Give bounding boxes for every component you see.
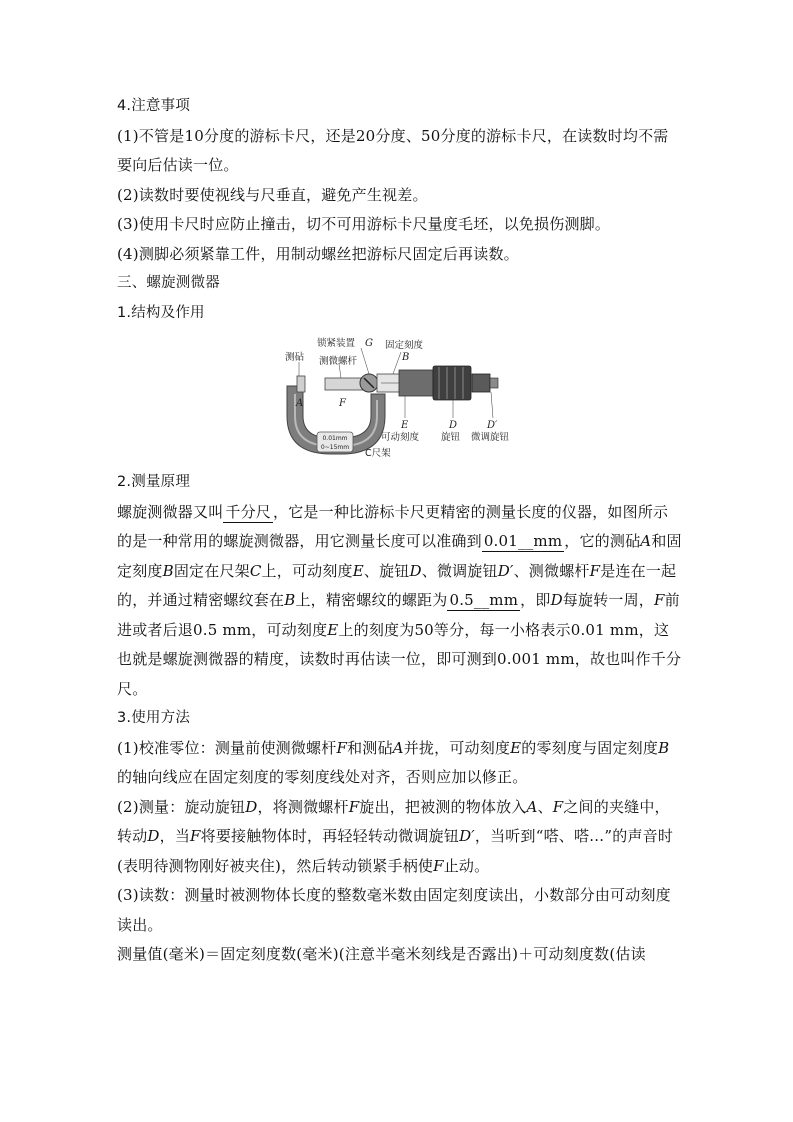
step2-text-a: (2)测量：旋动旋钮 [117,797,246,816]
section-4-heading: 4.注意事项 [117,98,191,114]
document-page [117,92,682,970]
var-D: D [409,561,422,580]
principle-text-10: 是连在一起的，并通过精密螺纹套在 [117,561,677,609]
step2-var-F2: F [552,797,564,816]
step2-var-F4: F [433,856,444,875]
principle-text-13: 每旋转一周， [562,591,654,609]
note-1: (1)不管是10分度的游标卡尺，还是20分度、50分度的游标卡尺，在读数时均不需要向后估读一位。 [117,126,669,174]
principle-text-6: 上，可动刻度 [261,561,353,580]
micrometer-figure [117,334,682,464]
step1-text-b: 和测砧 [347,738,393,757]
step1-var-A: A [392,738,404,757]
var-Dp: D′ [497,561,514,580]
var-A: A [640,532,652,550]
answer-blank-2: 0.01__mm [483,532,563,550]
var-D2: D [550,591,563,609]
step2-text-c: 旋出，把被测的物体放入 [359,797,527,816]
label-spindle: 测微螺杆 [319,356,358,367]
label-E: E [401,420,409,431]
step2-var-Dp: D′ [459,827,475,845]
step1-text-c: 并拢，可动刻度 [403,738,511,757]
label-lock: 锁紧装置 [317,338,356,349]
var-E: E [352,561,364,580]
anvil-shape [297,376,305,392]
label-Dp: D′ [487,420,498,431]
step2-text-i: 止动。 [443,856,490,875]
principle-text-15: 上的刻度为50等分，每一小格表示0.01 mm，这也就是螺旋测微器的精度，读数时再估读一位，即可测到0.001 mm，故也叫作千分尺。 [117,620,682,698]
var-F: F [589,561,601,580]
step1-var-E: E [510,738,522,757]
plate-text-1: 0.01mm [322,435,348,442]
step2-text-g: 将要接触物体时，再轻轻转动微调旋钮 [200,827,460,845]
principle-text-7: 、旋钮 [363,561,410,580]
step2-var-D2: D [147,827,160,845]
note-3: (3)使用卡尺时应防止撞击，切不可用游标卡尺量度毛坯，以免损伤测脚。 [117,215,611,233]
step2-text-h: ，当听到“嗒、嗒…”的声音时(表明待测物刚好被夹住)，然后转动锁紧手柄使 [117,827,674,875]
step2-text-b: ，将测微螺杆 [257,797,349,816]
principle-text-11: 上，精密螺纹的螺距为 [295,591,448,609]
var-B: B [162,561,174,580]
answer-blank-3: 0.5__mm [449,591,519,609]
usage-step-1 [117,734,682,793]
plate-text-2: 0~15mm [320,444,350,451]
principle-text-4: 和固定刻度 [117,532,682,580]
var-E2: E [327,620,339,639]
leader-lock [361,348,369,374]
label-frame: C尺架 [365,448,391,459]
label-anvil: 测砧 [285,352,305,363]
principle-text-5: 固定在尺架 [173,561,250,580]
step2-var-F: F [348,797,360,816]
principle-text-9: 、测微螺杆 [513,561,590,580]
usage-step-2 [117,793,682,882]
principle-text-1: 螺旋测微器又叫 [117,502,224,521]
label-A: A [296,398,304,409]
label-fine: 微调旋钮 [471,432,510,443]
var-F2: F [654,591,665,609]
step1-var-F: F [336,738,348,757]
fine-knob-shape [472,374,490,392]
step2-text-f: ，当 [159,827,191,845]
note-2: (2)读数时要使视线与尺垂直，避免产生视差。 [117,185,428,204]
var-B2: B [284,591,296,609]
step1-text-a: (1)校准零位：测量前使测微螺杆 [117,738,337,757]
part-3-heading: 三、螺旋测微器 [117,275,220,291]
label-fixed: 固定刻度 [385,340,424,351]
principle-text-2: ，它是一种比游标卡尺更精密的测量长度的仪器，如图所示的是一种常用的螺旋测微器，用它测量长度可以准确到 [117,502,669,550]
label-F: F [339,398,346,409]
principle-text-3: ，它的测砧 [564,532,641,550]
principle-text-12: ，即 [520,591,551,609]
answer-blank-1: 千分尺 [225,502,272,521]
step1-var-B: B [658,738,670,757]
fine-knob-cap [490,378,498,388]
step1-text-e: 的轴向线应在固定刻度的零刻度线处对齐，否则应加以修正。 [117,768,528,786]
step1-text-d: 的零刻度与固定刻度 [521,738,659,757]
label-B: B [402,352,410,363]
note-4: (4)测脚必须紧靠工件，用制动螺丝把游标尺固定后再读数。 [117,244,519,263]
principle-paragraph [117,498,682,705]
label-G: G [365,338,373,349]
step2-text-e: 之间的夹缝中，转动 [117,797,670,845]
label-D: D [449,420,458,431]
step2-var-F3: F [190,827,201,845]
label-knob: 旋钮 [441,432,461,443]
var-C: C [249,561,262,580]
step2-text-d: 、 [537,797,553,816]
principle-heading: 2.测量原理 [117,474,191,490]
label-movable: 可动刻度 [381,432,420,443]
measurement-formula: 测量值(毫米)＝固定刻度数(毫米)(注意半毫米刻线是否露出)＋可动刻度数(估读 [117,945,646,963]
step2-var-A: A [526,797,538,816]
micrometer-diagram [269,334,539,460]
step2-var-D: D [245,797,258,816]
usage-step-3: (3)读数：测量时被测物体长度的整数毫米数由固定刻度读出，小数部分由可动刻度读出。 [117,886,671,934]
usage-heading: 3.使用方法 [117,710,191,726]
principle-text-8: 、微调旋钮 [421,561,498,580]
thimble-shape [399,370,433,396]
leader-fine [491,392,493,418]
principle-text-14: 前进或者后退0.5 mm，可动刻度 [117,591,680,639]
structure-heading: 1.结构及作用 [117,304,205,321]
